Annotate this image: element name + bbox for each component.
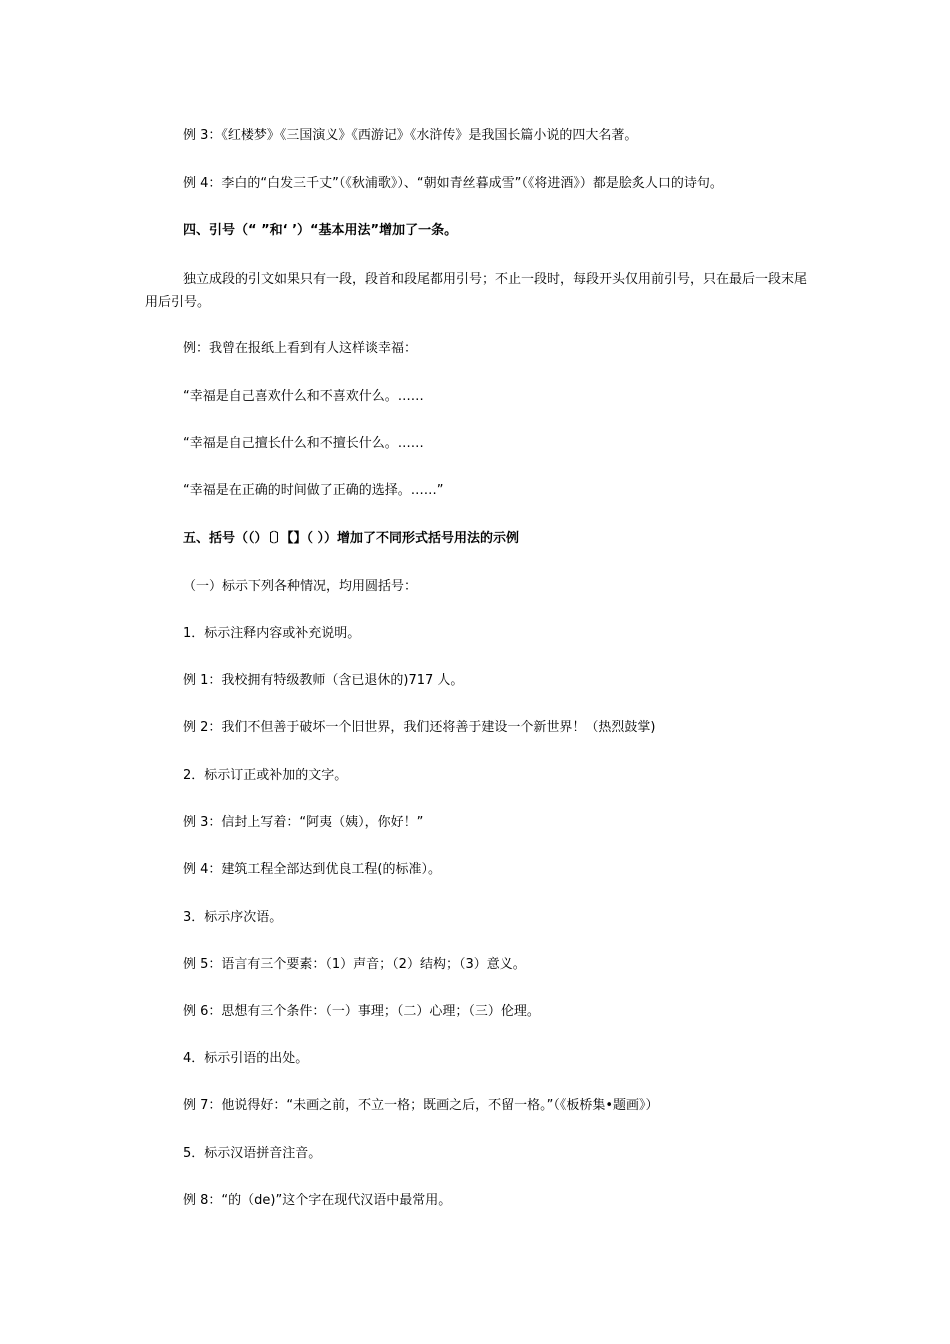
item-5-heading: 5．标示汉语拼音注音。 [183,1146,322,1161]
quote-line-3: “幸福是在正确的时间做了正确的选择。……” [183,483,444,498]
example-8-line: 例 8：“的（de)”这个字在现代汉语中最常用。 [183,1193,452,1208]
example-4b-line: 例 4：建筑工程全部达到优良工程(的标准）。 [183,862,441,877]
example-3b-line: 例 3：信封上写着：“阿夷（姨），你好！” [183,815,424,830]
item-3-heading: 3．标示序次语。 [183,910,283,925]
item-4-heading: 4．标示引语的出处。 [183,1051,309,1066]
example-5-line: 例 5：语言有三个要素：（1）声音；（2）结构；（3）意义。 [183,957,526,972]
example-3-line: 例 3：《红楼梦》《三国演义》《西游记》《水浒传》是我国长篇小说的四大名著。 [183,128,638,143]
item-2-heading: 2．标示订正或补加的文字。 [183,768,348,783]
example-1-line: 例 1：我校拥有特级教师（含已退休的)717 人。 [183,673,464,688]
example-intro-line: 例：我曾在报纸上看到有人这样谈幸福： [183,341,418,356]
quote-line-1: “幸福是自己喜欢什么和不喜欢什么。…… [183,389,424,404]
section-heading-quotes: 四、引号（“ ”和‘ ’）“基本用法”增加了一条。 [183,223,458,238]
subsection-round-brackets: （一）标示下列各种情况，均用圆括号： [183,579,418,594]
section-heading-brackets: 五、括号（（）〔〕【】（ ））增加了不同形式括号用法的示例 [183,531,520,546]
example-6-line: 例 6：思想有三个条件：（一）事理；（二）心理；（三）伦理。 [183,1004,540,1019]
quotes-rule-paragraph: 独立成段的引文如果只有一段，段首和段尾都用引号；不止一段时，每段开头仅用前引号，只在最后一段末尾用后引号。 [145,272,808,310]
example-2-line: 例 2：我们不但善于破坏一个旧世界，我们还将善于建设一个新世界！（热烈鼓掌) [183,720,656,735]
example-4-line: 例 4：李白的“白发三千丈”（《秋浦歌》）、“朝如青丝暮成雪”（《将进酒》）都是脍炙人口的诗句。 [183,176,723,191]
example-7-line: 例 7：他说得好：“未画之前，不立一格；既画之后，不留一格。”（《板桥集•题画》） [183,1098,659,1113]
item-1-heading: 1．标示注释内容或补充说明。 [183,626,361,641]
quote-line-2: “幸福是自己擅长什么和不擅长什么。…… [183,436,424,451]
